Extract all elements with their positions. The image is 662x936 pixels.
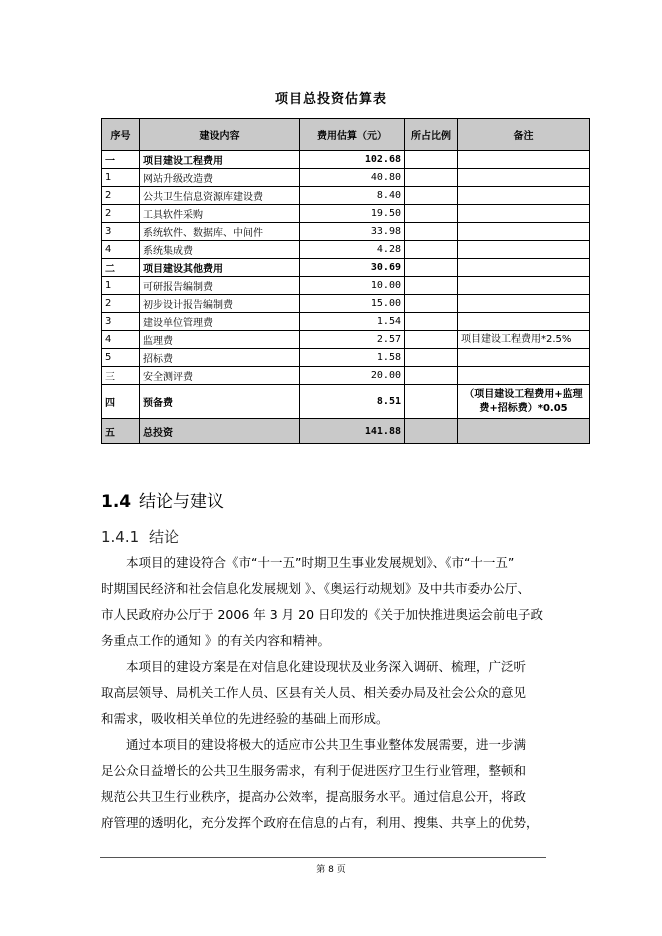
paragraph-line: 市人民政府办公厅于 2006 年 3 月 20 日印发的《关于加快推进奥运会前电子政: [101, 607, 544, 622]
cell-cost: 2.57: [300, 331, 405, 349]
cell-item: 可研报告编制费: [140, 277, 300, 295]
cell-note: [458, 349, 590, 367]
subsection-heading: [101, 526, 179, 547]
subsection-title: 结论: [149, 528, 180, 546]
cell-item: 总投资: [140, 419, 300, 444]
cell-ratio: [405, 151, 458, 169]
cell-item: 公共卫生信息资源库建设费: [140, 187, 300, 205]
table-row: [102, 223, 590, 241]
table-row: [102, 349, 590, 367]
header-no: 序号: [102, 119, 140, 151]
cell-ratio: [405, 295, 458, 313]
paragraph-1: [101, 550, 556, 654]
paragraph-line: 时期国民经济和社会信息化发展规划 》、《奥运行动规划》及中共市委办公厅、: [101, 581, 530, 596]
cell-item: 项目建设工程费用: [140, 151, 300, 169]
cell-item: 项目建设其他费用: [140, 259, 300, 277]
cell-no: 3: [102, 313, 140, 331]
table-body: [102, 151, 590, 444]
cell-note: [458, 187, 590, 205]
cell-cost: 40.80: [300, 169, 405, 187]
table-row: [102, 169, 590, 187]
table-row: [102, 259, 590, 277]
cell-cost: 102.68: [300, 151, 405, 169]
table-title: 项目总投资估算表: [274, 92, 387, 107]
cell-cost: 8.40: [300, 187, 405, 205]
cell-note: （项目建设工程费用+监理费+招标费）*0.05: [458, 385, 590, 419]
footer-rule: [100, 857, 546, 858]
cell-note: [458, 205, 590, 223]
cell-cost: 10.00: [300, 277, 405, 295]
cell-cost: 1.54: [300, 313, 405, 331]
cell-note: [458, 151, 590, 169]
cell-ratio: [405, 169, 458, 187]
header-item: 建设内容: [140, 119, 300, 151]
cell-item: 系统集成费: [140, 241, 300, 259]
section-number: 1.4: [101, 492, 132, 512]
table-row: [102, 419, 590, 444]
cell-cost: 141.88: [300, 419, 405, 444]
cell-note: [458, 313, 590, 331]
cell-no: 2: [102, 295, 140, 313]
paragraph-line: 务重点工作的通知 》的有关内容和精神。: [101, 633, 330, 648]
paragraph-line: 取高层领导、局机关工作人员、区县有关人员、相关委办局及社会公众的意见: [101, 685, 527, 700]
header-cost: 费用估算（元）: [300, 119, 405, 151]
paragraph-line: 通过本项目的建设将极大的适应市公共卫生事业整体发展需要，进一步满: [126, 737, 527, 752]
cell-cost: 1.58: [300, 349, 405, 367]
cell-ratio: [405, 331, 458, 349]
table-header-row: [102, 119, 590, 151]
paragraph-line: 规范公共卫生行业秩序，提高办公效率，提高服务水平。通过信息公开，将政: [101, 789, 527, 804]
cell-ratio: [405, 385, 458, 419]
cell-cost: 30.69: [300, 259, 405, 277]
page-number: 第 8 页: [316, 865, 346, 875]
cell-note: [458, 295, 590, 313]
table-row: [102, 367, 590, 385]
paragraph-line: 本项目的建设符合《市“十一五”时期卫生事业发展规划》、《市“十一五”: [126, 555, 515, 570]
table-row: [102, 277, 590, 295]
cell-cost: 20.00: [300, 367, 405, 385]
cell-item: 建设单位管理费: [140, 313, 300, 331]
cell-no: 三: [102, 367, 140, 385]
cell-cost: 8.51: [300, 385, 405, 419]
cell-note: [458, 419, 590, 444]
table-row: [102, 241, 590, 259]
cell-no: 3: [102, 223, 140, 241]
cell-no: 1: [102, 277, 140, 295]
section-title: 结论与建议: [139, 492, 224, 512]
paragraph-line: 足公众日益增长的公共卫生服务需求，有利于促进医疗卫生行业管理，整顿和: [101, 763, 527, 778]
cell-cost: 15.00: [300, 295, 405, 313]
table-row: [102, 151, 590, 169]
subsection-number: 1.4.1: [101, 528, 140, 546]
cell-ratio: [405, 367, 458, 385]
cell-item: 工具软件采购: [140, 205, 300, 223]
cell-item: 网站升级改造费: [140, 169, 300, 187]
paragraph-2: [101, 654, 556, 732]
cell-note: [458, 367, 590, 385]
cell-ratio: [405, 241, 458, 259]
cell-ratio: [405, 205, 458, 223]
cell-cost: 19.50: [300, 205, 405, 223]
cell-no: 四: [102, 385, 140, 419]
table-row: [102, 331, 590, 349]
cell-no: 5: [102, 349, 140, 367]
cell-item: 安全测评费: [140, 367, 300, 385]
cell-no: 1: [102, 169, 140, 187]
cell-note: [458, 259, 590, 277]
cell-item: 监理费: [140, 331, 300, 349]
cell-note: [458, 241, 590, 259]
cell-note: [458, 277, 590, 295]
cell-ratio: [405, 313, 458, 331]
paragraph-line: 本项目的建设方案是在对信息化建设现状及业务深入调研、梳理，广泛听: [126, 659, 527, 674]
cell-ratio: [405, 259, 458, 277]
table-row: [102, 187, 590, 205]
cell-item: 招标费: [140, 349, 300, 367]
cell-item: 预备费: [140, 385, 300, 419]
cell-no: 一: [102, 151, 140, 169]
cell-note: [458, 223, 590, 241]
cell-no: 五: [102, 419, 140, 444]
cell-ratio: [405, 223, 458, 241]
paragraph-3: [101, 732, 556, 836]
cell-ratio: [405, 277, 458, 295]
cell-no: 2: [102, 187, 140, 205]
cell-ratio: [405, 187, 458, 205]
cell-note: [458, 169, 590, 187]
cell-cost: 33.98: [300, 223, 405, 241]
table-row: [102, 385, 590, 419]
cell-cost: 4.28: [300, 241, 405, 259]
header-note: 备注: [458, 119, 590, 151]
budget-table: [101, 118, 590, 444]
section-heading: [101, 487, 224, 512]
cell-note: 项目建设工程费用*2.5%: [458, 331, 590, 349]
paragraph-line: 府管理的透明化，充分发挥个政府在信息的占有，利用、搜集、共享上的优势，: [101, 815, 539, 830]
cell-ratio: [405, 349, 458, 367]
table-row: [102, 205, 590, 223]
cell-no: 二: [102, 259, 140, 277]
cell-item: 系统软件、数据库、中间件: [140, 223, 300, 241]
cell-no: 4: [102, 241, 140, 259]
header-ratio: 所占比例: [405, 119, 458, 151]
table-row: [102, 313, 590, 331]
table-row: [102, 295, 590, 313]
paragraph-line: 和需求，吸收相关单位的先进经验的基础上而形成。: [101, 711, 389, 726]
cell-item: 初步设计报告编制费: [140, 295, 300, 313]
cell-no: 4: [102, 331, 140, 349]
cell-ratio: [405, 419, 458, 444]
cell-no: 2: [102, 205, 140, 223]
